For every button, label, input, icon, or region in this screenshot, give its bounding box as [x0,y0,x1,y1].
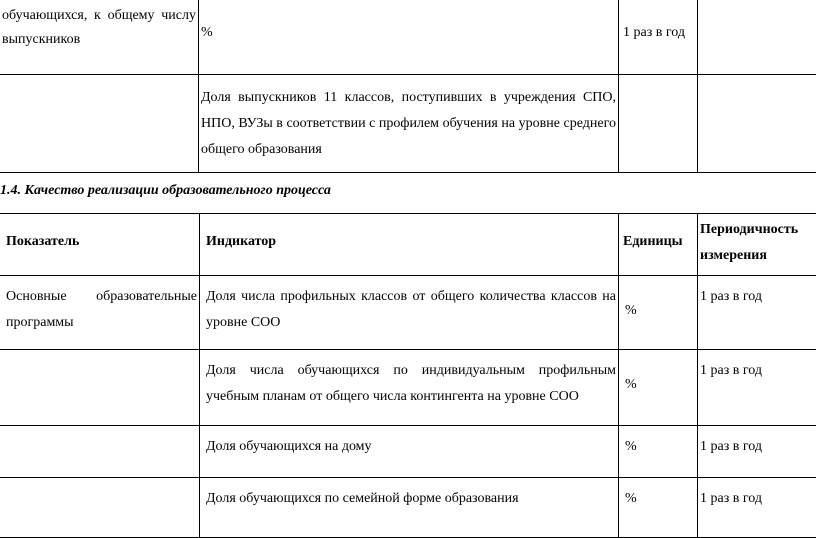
unit-cell: % [619,276,698,350]
unit-cell: % [619,426,698,478]
header-period: Периодичность измерения [698,214,816,276]
indicator-name-cell [0,426,200,478]
unit-text: % [201,25,213,40]
indicator-cell: Доля числа обучающихся по индивидуальным профильным учебным планам от общего числа контингента на уровне СОО [200,350,619,426]
period-cell [619,0,698,75]
unit-cell [619,75,698,173]
header-unit: Единицы [619,214,698,276]
indicator-text: Доля выпускников 11 классов, поступивших в учреждения СПО, НПО, ВУЗы в соответствии с профилем обучения на уровне среднего общего образования [201,85,616,163]
table-row [0,350,816,426]
period-text: 1 раз в год [623,25,685,40]
period-cell: 1 раз в год [698,478,816,538]
unit-cell [199,0,619,75]
unit-cell: % [619,350,698,426]
unit-cell: % [619,478,698,538]
table-row [0,0,816,75]
empty-cell [698,0,816,75]
header-indicator: Индикатор [200,214,619,276]
indicator-name-cell [0,478,200,538]
table-row [0,426,816,478]
table-row [0,75,816,173]
indicator-name-cell [0,350,200,426]
quality-table [0,213,816,538]
top-table [0,0,816,173]
section-heading: 1.4. Качество реализации образовательного процесса [0,183,331,199]
indicator-cell: Доля числа профильных классов от общего количества классов на уровне СОО [200,276,619,350]
period-cell: 1 раз в год [698,276,816,350]
table-row [0,276,816,350]
empty-cell [0,75,199,173]
indicator-cell [199,75,619,173]
indicator-text: обучающихся, к общему числу выпускников [2,4,196,52]
table-row [0,478,816,538]
indicator-cell: Доля обучающихся по семейной форме образования [200,478,619,538]
indicator-cell [0,0,199,75]
period-cell [698,75,816,173]
period-cell: 1 раз в год [698,426,816,478]
table-header-row [0,214,816,276]
period-cell: 1 раз в год [698,350,816,426]
indicator-name-cell: Основные образовательные программы [0,276,200,350]
indicator-cell: Доля обучающихся на дому [200,426,619,478]
header-indicator-name: Показатель [0,214,200,276]
